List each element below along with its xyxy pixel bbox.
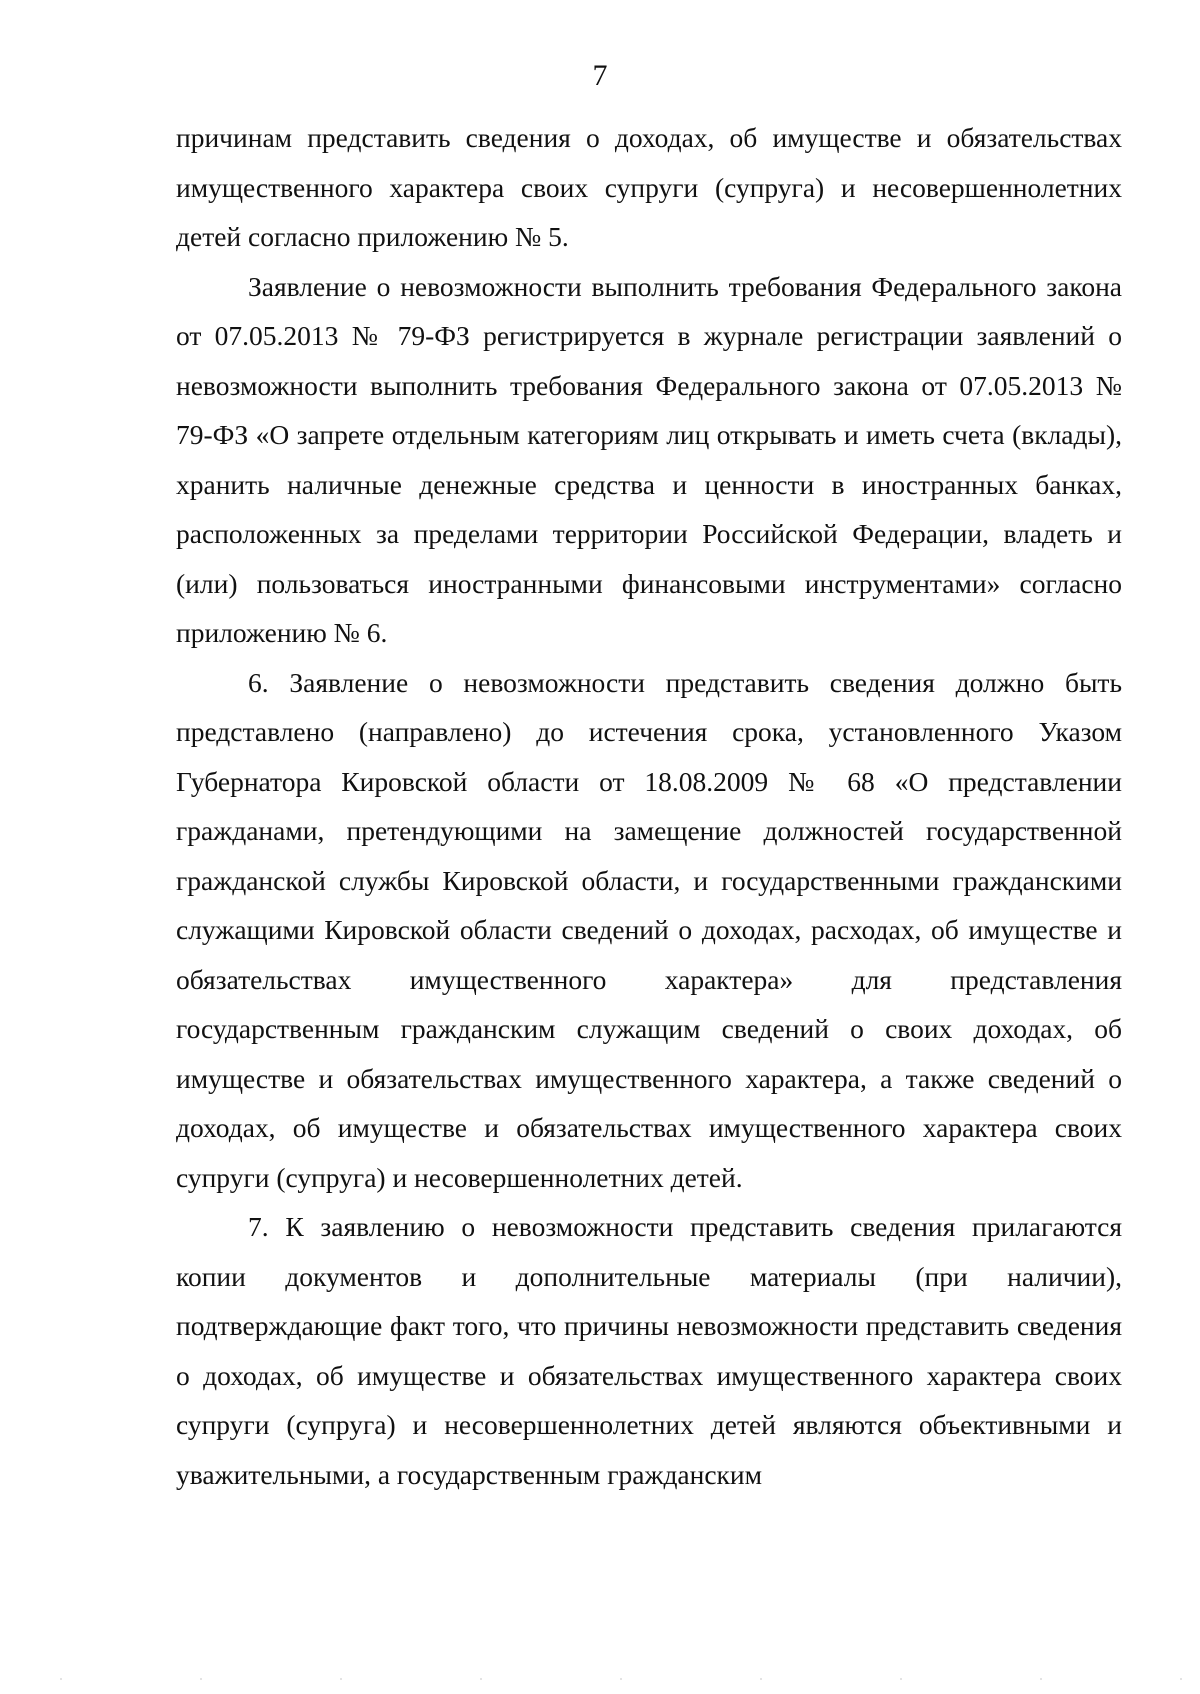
paragraph-item-7: 7. К заявлению о невозможности представить сведения прилагаются копии документов и дополнительные материалы (при наличии), подтверждающие факт того, что причины невозможности представить сведения о доходах, об имуществе и обязательствах имущественного характера своих супруги (супруга) и несовершеннолетних детей являются объективными и уважительными, а государственным гражданским (176, 1211, 1122, 1490)
page-number: 7 (592, 59, 608, 92)
paragraph-item-6: 6. Заявление о невозможности представить сведения должно быть представлено (направлено) до истечения срока, установленного Указом Губернатора Кировской области от 18.08.2009 № 68 «О представлении гражданами, претендующими на замещение должностей государственной гражданской службы Кировской области, и государственными гражданскими служащими Кировской области сведений о доходах, расходах, об имуществе и обязательствах имущественного характера» для представления государственным гражданским служащим сведений о своих доходах, об имуществе и обязательствах имущественного характера, а также сведений о доходах, об имуществе и обязательствах имущественного характера своих супруги (супруга) и несовершеннолетних детей. (176, 666, 1122, 1193)
scan-edge-artifact (0, 1678, 1200, 1680)
paragraph-continuation: причинам представить сведения о доходах, об имуществе и обязательствах имущественного характера своих супруги (супруга) и несовершеннолетних детей согласно приложению № 5. (176, 122, 1122, 252)
document-body (176, 113, 1122, 1499)
paragraph-statement-79fz: Заявление о невозможности выполнить требования Федерального закона от 07.05.2013 № 79-ФЗ регистрируется в журнале регистрации заявлений о невозможности выполнить требования Федерального закона от 07.05.2013 № 79-ФЗ «О запрете отдельным категориям лиц открывать и иметь счета (вклады), хранить наличные денежные средства и ценности в иностранных банках, расположенных за пределами территории Российской Федерации, владеть и (или) пользоваться иностранными финансовыми инструментами» согласно приложению № 6. (176, 270, 1122, 648)
